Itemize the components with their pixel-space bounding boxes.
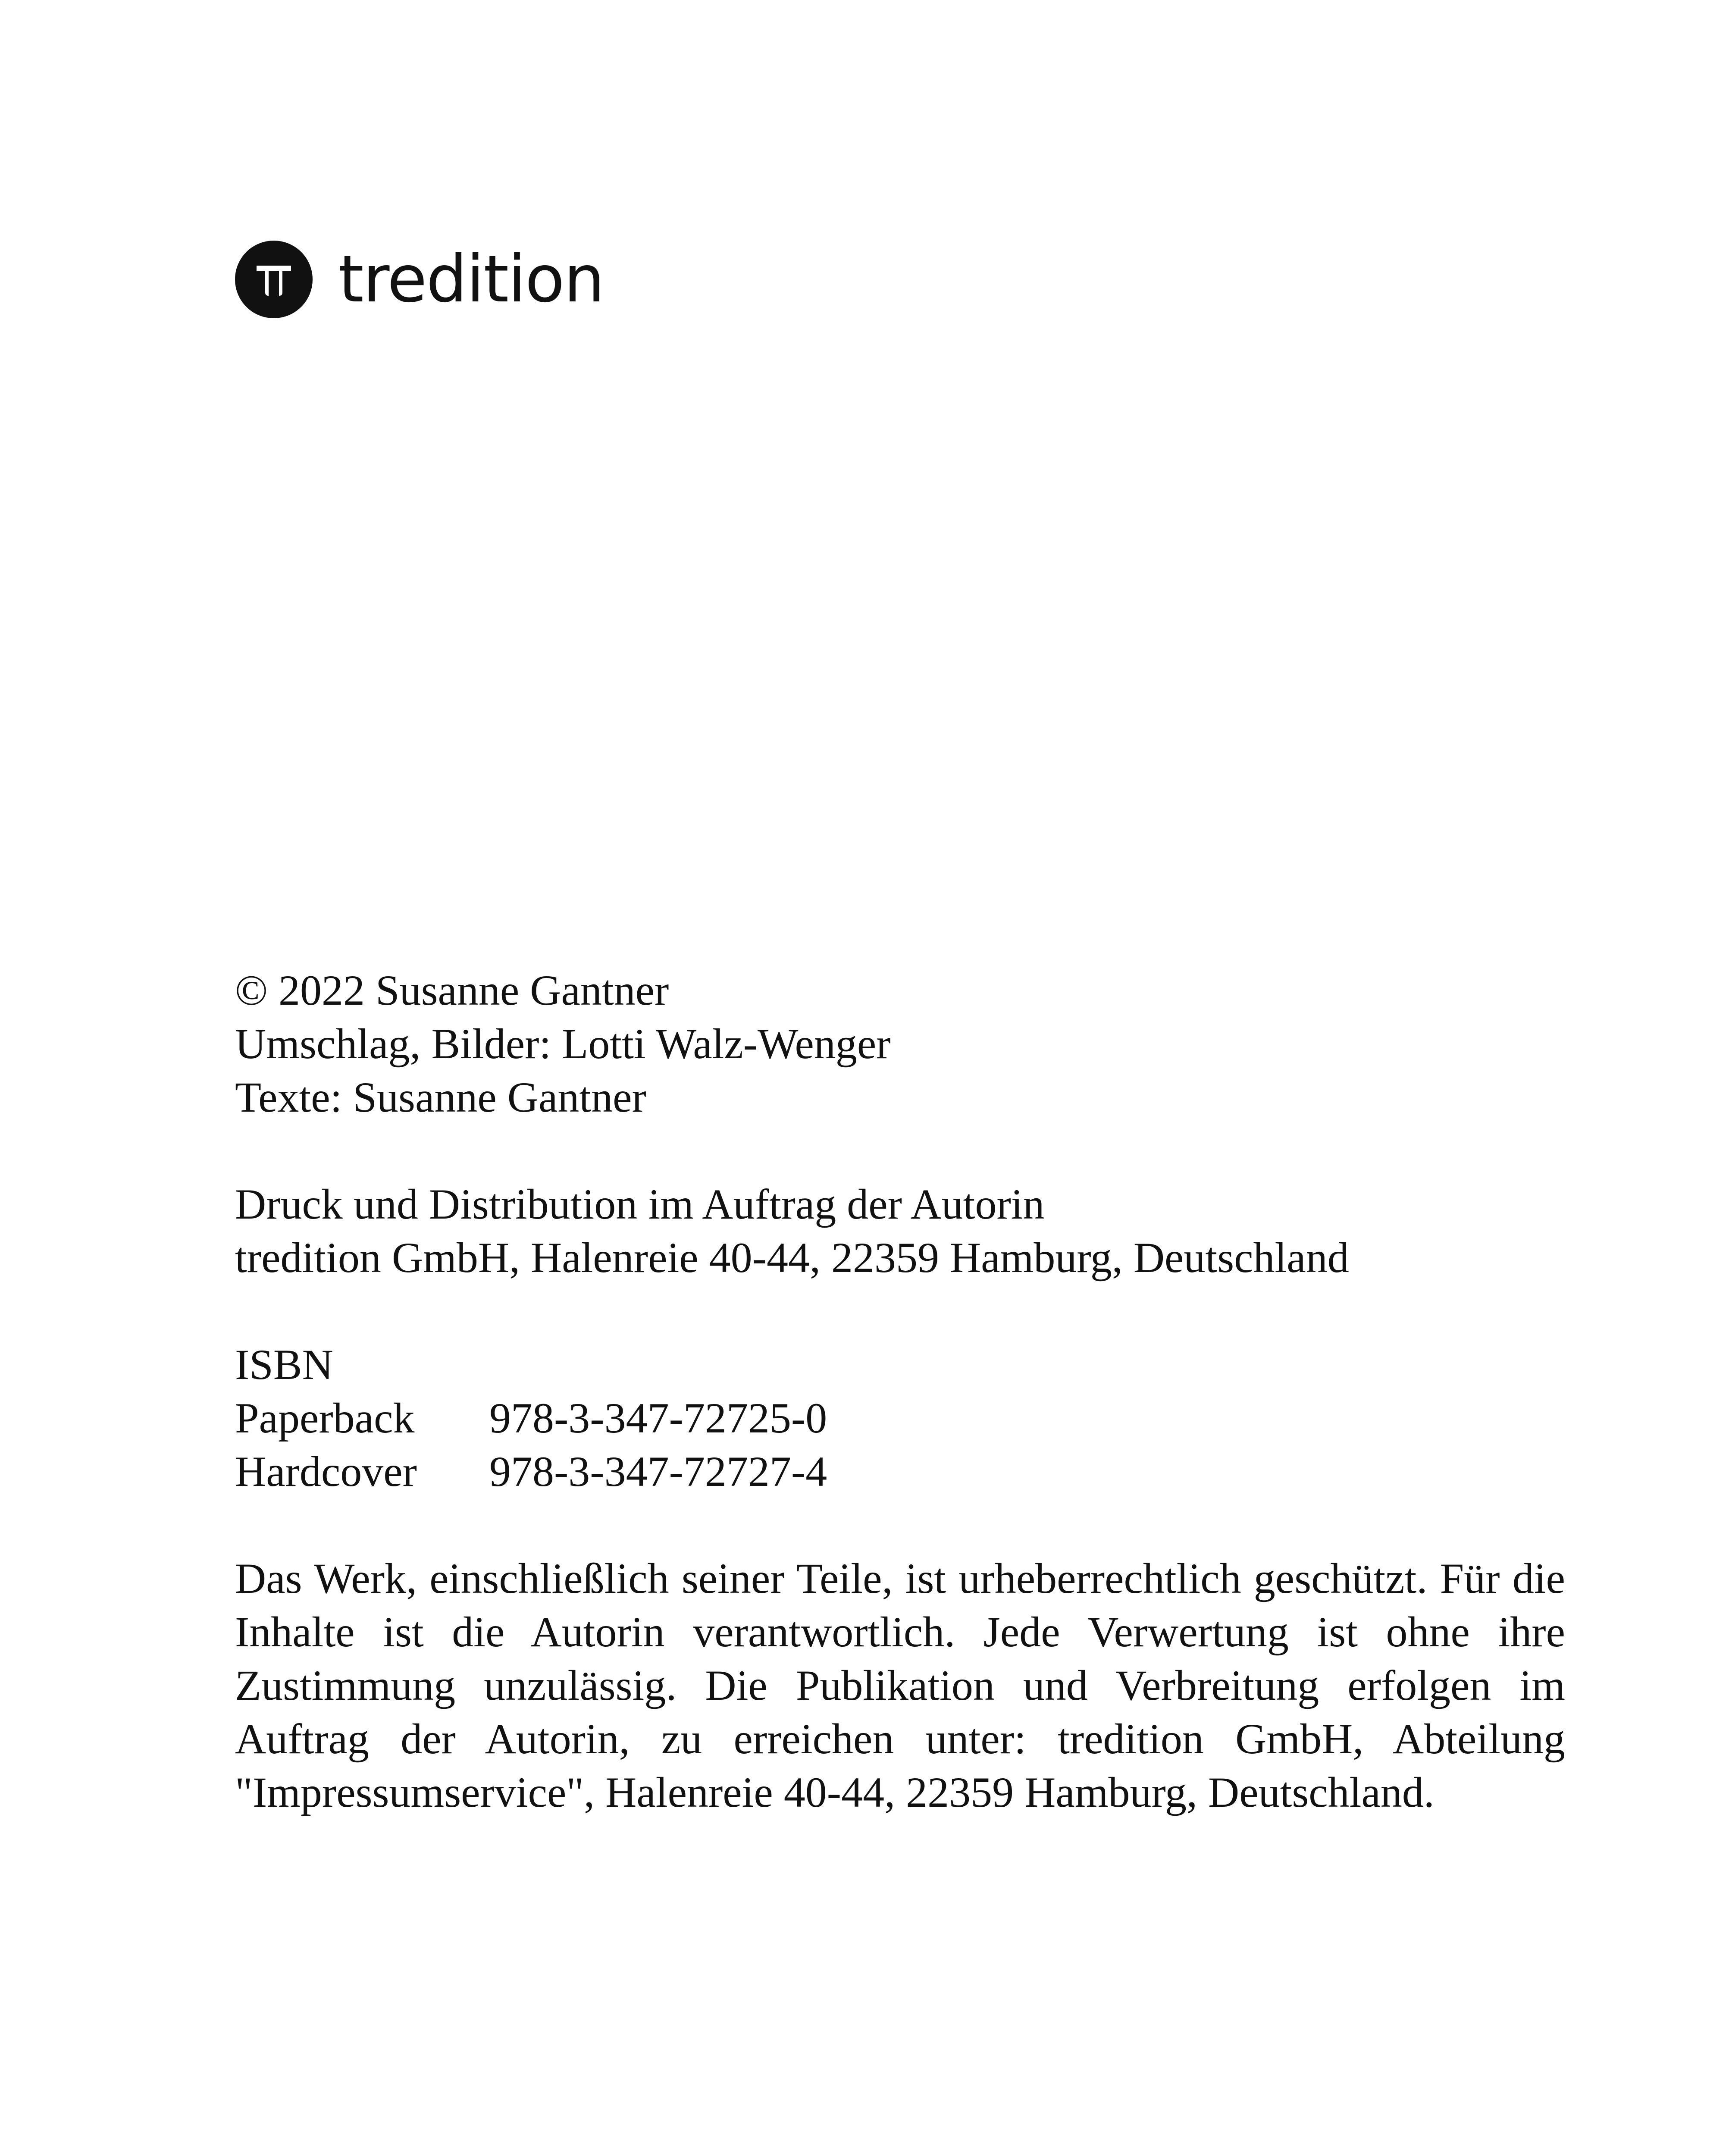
isbn-heading: ISBN bbox=[235, 1341, 333, 1388]
imprint-section bbox=[235, 964, 1565, 1819]
publisher-logo bbox=[235, 238, 604, 320]
isbn-number: 978-3-347-72725-0 bbox=[489, 1394, 827, 1442]
publisher-address-line: tredition GmbH, Halenreie 40-44, 22359 Hamburg, Deutschland bbox=[235, 1234, 1349, 1282]
isbn-edition-label: Hardcover bbox=[235, 1448, 417, 1495]
text-credit-line: Texte: Susanne Gantner bbox=[235, 1073, 646, 1121]
distribution-line: Druck und Distribution im Auftrag der Autorin bbox=[235, 1180, 1045, 1228]
legal-notice: Das Werk, einschließlich seiner Teile, ist urheberrechtlich geschützt. Für die Inhalte ist die Autorin verantwortlich. Jede Verwertung ist ohne ihre Zustimmung unzulässig. Die Publikation und Verbreitung erfolgen im Auftrag der Autorin, zu erreichen unter: tredition GmbH, Abteilung "Impressumservice", Halenreie 40-44, 22359 Hamburg, Deutschland. bbox=[235, 1554, 1565, 1816]
credits-block bbox=[235, 964, 1565, 1124]
publisher-wordmark: tredition bbox=[338, 242, 604, 317]
isbn-block bbox=[235, 1338, 1565, 1498]
isbn-edition-label: Paperback bbox=[235, 1394, 415, 1442]
tredition-logo-icon bbox=[235, 241, 313, 318]
isbn-row-paperback bbox=[235, 1391, 1565, 1445]
isbn-number: 978-3-347-72727-4 bbox=[489, 1448, 827, 1495]
copyright-line: © 2022 Susanne Gantner bbox=[235, 966, 669, 1014]
isbn-row-hardcover bbox=[235, 1445, 1565, 1498]
distribution-block bbox=[235, 1178, 1565, 1285]
cover-credit-line: Umschlag, Bilder: Lotti Walz-Wenger bbox=[235, 1020, 891, 1068]
